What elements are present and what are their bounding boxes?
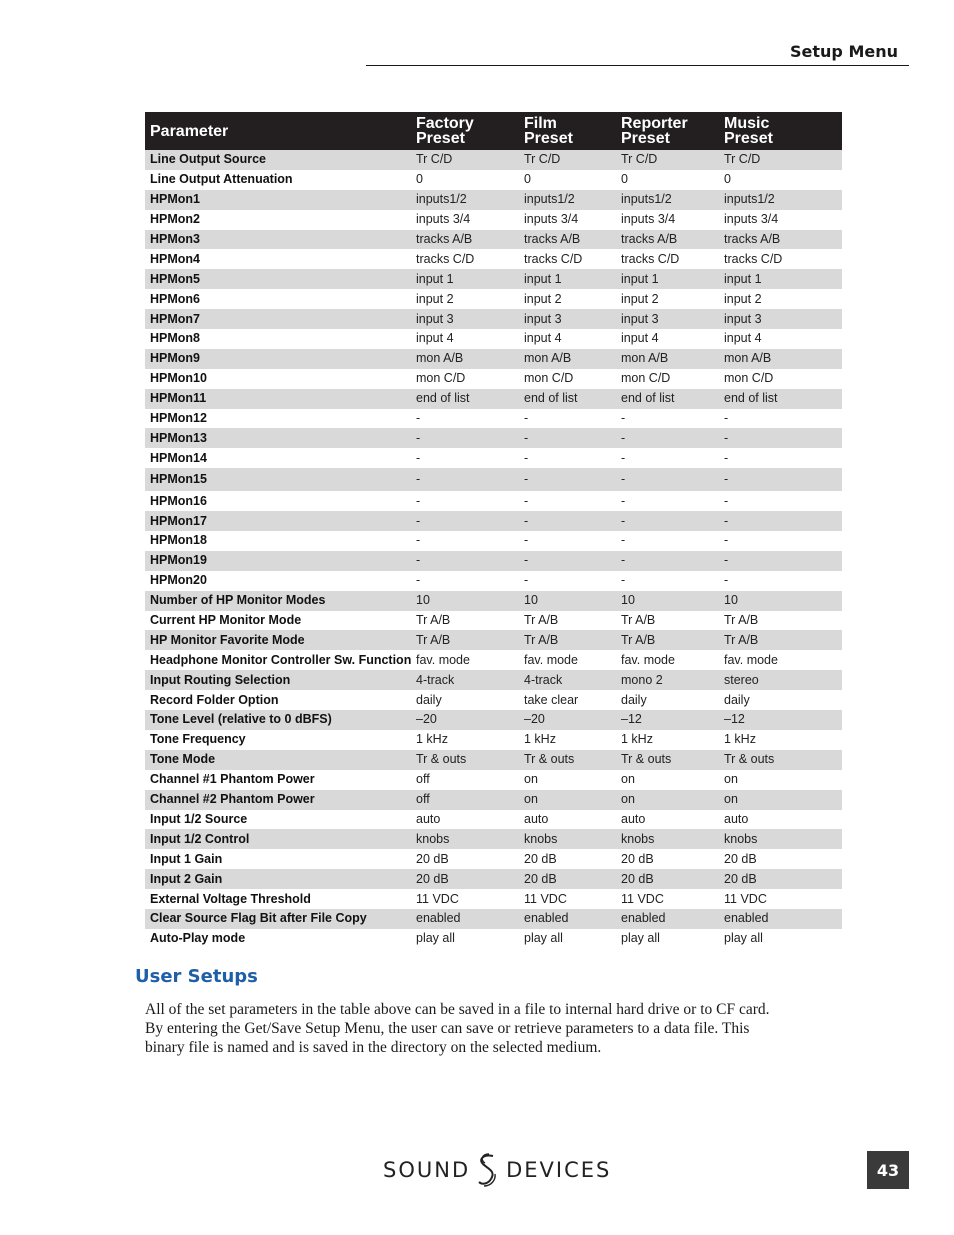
sound-devices-s-icon (474, 1152, 500, 1188)
column-header-text: Parameter (150, 122, 229, 140)
preset-value-cell: Tr A/B (524, 613, 559, 628)
preset-value-cell: - (724, 493, 729, 508)
preset-value-cell: 10 (411, 591, 519, 611)
table-row (145, 249, 842, 269)
preset-value-cell: mon A/B (616, 349, 719, 369)
table-row (145, 650, 842, 670)
preset-value-cell: fav. mode (416, 652, 470, 667)
preset-value-cell: input 3 (616, 309, 719, 329)
table-header (145, 112, 842, 150)
parameter-name-cell: Clear Source Flag Bit after File Copy (145, 909, 411, 929)
table-row (145, 389, 842, 409)
preset-value-cell: 0 (416, 172, 423, 187)
preset-value-cell: input 1 (519, 269, 616, 289)
parameter-name-cell: Input 1/2 Control (145, 829, 411, 849)
column-header-1 (411, 112, 519, 150)
preset-value-cell: Tr C/D (616, 150, 719, 170)
preset-value-cell: input 2 (621, 291, 659, 306)
preset-value-cell: 20 dB (416, 851, 449, 866)
parameter-name-cell: Auto-Play mode (150, 931, 246, 946)
parameter-name-cell: HPMon12 (150, 411, 207, 426)
table-row (145, 770, 842, 790)
preset-value-cell: enabled (519, 909, 616, 929)
preset-value-cell: 10 (616, 591, 719, 611)
parameter-name-cell: Current HP Monitor Mode (150, 613, 302, 628)
preset-value-cell: on (724, 772, 738, 787)
header-rule (366, 65, 909, 66)
preset-value-cell: mon A/B (411, 349, 519, 369)
parameter-name-cell: Record Folder Option (150, 692, 279, 707)
table-row (145, 810, 842, 830)
preset-value-cell: 10 (519, 591, 616, 611)
preset-value-cell: Tr A/B (719, 630, 842, 650)
preset-value-cell: - (616, 511, 719, 531)
preset-value-cell: - (719, 551, 842, 571)
preset-value-cell: input 4 (416, 331, 454, 346)
parameter-name-cell: Channel #2 Phantom Power (145, 790, 411, 810)
preset-value-cell: knobs (519, 829, 616, 849)
table-row (145, 369, 842, 389)
preset-value-cell: tracks A/B (519, 230, 616, 250)
preset-value-cell: Tr A/B (724, 613, 759, 628)
parameter-name-cell: HPMon10 (150, 371, 207, 386)
preset-value-cell: - (621, 493, 626, 508)
preset-value-cell: mon C/D (524, 371, 574, 386)
preset-value-cell: take clear (524, 692, 579, 707)
preset-value-cell: inputs 3/4 (524, 212, 579, 227)
column-header-text: Preset (621, 130, 670, 147)
table-row (145, 491, 842, 511)
preset-value-cell: - (724, 573, 729, 588)
preset-value-cell: - (411, 551, 519, 571)
user-setups-heading: User Setups (135, 966, 258, 987)
preset-value-cell: inputs 3/4 (416, 212, 471, 227)
preset-value-cell: 20 dB (524, 851, 557, 866)
preset-value-cell: - (524, 411, 529, 426)
column-header-3 (616, 112, 719, 150)
preset-value-cell: input 1 (616, 269, 719, 289)
parameter-name-cell: HPMon13 (145, 428, 411, 448)
page-number: 43 (867, 1151, 909, 1189)
paragraph-line: All of the set parameters in the table above can be saved in a file to internal hard drive or to CF card. (145, 1001, 770, 1018)
preset-value-cell: - (416, 411, 421, 426)
preset-value-cell: - (719, 511, 842, 531)
preset-value-cell: Tr & outs (519, 750, 616, 770)
preset-value-cell: mon A/B (719, 349, 842, 369)
preset-value-cell: tracks A/B (719, 230, 842, 250)
user-setups-paragraph (145, 1000, 845, 1057)
preset-value-cell: on (719, 790, 842, 810)
preset-value-cell: - (411, 428, 519, 448)
parameter-name-cell: External Voltage Threshold (150, 891, 311, 906)
preset-value-cell: - (524, 493, 529, 508)
preset-value-cell: mon C/D (724, 371, 774, 386)
preset-value-cell: Tr C/D (519, 150, 616, 170)
parameter-name-cell: HPMon15 (145, 468, 411, 491)
preset-value-cell: tracks C/D (524, 251, 583, 266)
table-row (145, 551, 842, 571)
preset-value-cell: knobs (719, 829, 842, 849)
preset-value-cell: –20 (411, 710, 519, 730)
preset-value-cell: enabled (719, 909, 842, 929)
preset-value-cell: enabled (411, 909, 519, 929)
table-row (145, 630, 842, 650)
column-header-text: Preset (416, 130, 465, 147)
parameter-name-cell: HP Monitor Favorite Mode (145, 630, 411, 650)
table-row (145, 929, 842, 949)
preset-value-cell: 0 (724, 172, 731, 187)
preset-value-cell: Tr A/B (616, 630, 719, 650)
preset-value-cell: 1 kHz (621, 732, 653, 747)
parameter-name-cell: Input 1 Gain (150, 851, 223, 866)
preset-value-cell: - (616, 468, 719, 491)
section-header-title: Setup Menu (790, 42, 898, 61)
paragraph-line: binary file is named and is saved in the directory on the selected medium. (145, 1039, 602, 1056)
preset-value-cell: Tr & outs (411, 750, 519, 770)
preset-value-cell: 4-track (519, 670, 616, 690)
preset-value-cell: enabled (616, 909, 719, 929)
preset-value-cell: fav. mode (724, 652, 778, 667)
preset-value-cell: - (519, 551, 616, 571)
table-row (145, 230, 842, 250)
preset-value-cell: input 2 (524, 291, 562, 306)
table-body (145, 150, 842, 949)
parameter-name-cell: Number of HP Monitor Modes (145, 591, 411, 611)
table-row (145, 428, 842, 448)
table-row (145, 829, 842, 849)
table-row (145, 409, 842, 429)
parameter-name-cell: HPMon5 (145, 269, 411, 289)
preset-value-cell: mon C/D (621, 371, 671, 386)
preset-value-cell: tracks C/D (416, 251, 475, 266)
table-row (145, 468, 842, 491)
preset-value-cell: - (719, 468, 842, 491)
table-row (145, 571, 842, 591)
preset-value-cell: - (524, 533, 529, 548)
preset-value-cell: Tr A/B (519, 630, 616, 650)
column-header-4 (719, 112, 842, 150)
parameter-name-cell: HPMon7 (145, 309, 411, 329)
preset-value-cell: - (621, 533, 626, 548)
column-header-text: Factory (416, 115, 474, 132)
parameter-name-cell: HPMon16 (150, 493, 207, 508)
table-row (145, 349, 842, 369)
preset-value-cell: stereo (719, 670, 842, 690)
preset-value-cell: auto (621, 811, 646, 826)
preset-value-cell: fav. mode (621, 652, 675, 667)
preset-value-cell: inputs 3/4 (621, 212, 676, 227)
preset-value-cell: auto (416, 811, 441, 826)
table-row (145, 790, 842, 810)
preset-value-cell: - (524, 573, 529, 588)
column-header-text: Music (724, 115, 770, 132)
preset-value-cell: 0 (524, 172, 531, 187)
parameter-name-cell: HPMon18 (150, 533, 207, 548)
preset-value-cell: 20 dB (411, 869, 519, 889)
parameter-name-cell: Tone Mode (145, 750, 411, 770)
table-header-row (145, 112, 842, 150)
table-row (145, 190, 842, 210)
preset-value-cell: - (411, 511, 519, 531)
parameter-name-cell: Input Routing Selection (145, 670, 411, 690)
preset-value-cell: on (616, 790, 719, 810)
preset-value-cell: 1 kHz (416, 732, 448, 747)
parameter-name-cell: Channel #1 Phantom Power (150, 772, 315, 787)
preset-value-cell: input 2 (724, 291, 762, 306)
parameter-name-cell: Line Output Source (145, 150, 411, 170)
preset-value-cell: end of list (616, 389, 719, 409)
preset-value-cell: Tr C/D (411, 150, 519, 170)
parameter-name-cell: Tone Level (relative to 0 dBFS) (145, 710, 411, 730)
parameter-name-cell: HPMon11 (145, 389, 411, 409)
preset-value-cell: 1 kHz (724, 732, 756, 747)
preset-value-cell: - (416, 450, 421, 465)
preset-value-cell: inputs 3/4 (724, 212, 779, 227)
table-row (145, 730, 842, 750)
preset-value-cell: end of list (519, 389, 616, 409)
preset-value-cell: inputs1/2 (719, 190, 842, 210)
preset-value-cell: 10 (719, 591, 842, 611)
preset-value-cell: input 3 (411, 309, 519, 329)
setup-presets-table (145, 112, 842, 949)
preset-value-cell: fav. mode (524, 652, 578, 667)
preset-value-cell: 1 kHz (524, 732, 556, 747)
preset-value-cell: –20 (519, 710, 616, 730)
logo-text-left: SOUND (383, 1158, 471, 1182)
preset-value-cell: - (519, 468, 616, 491)
parameter-name-cell: Headphone Monitor Controller Sw. Function (150, 652, 411, 667)
preset-value-cell: tracks C/D (724, 251, 783, 266)
preset-value-cell: Tr A/B (411, 630, 519, 650)
preset-value-cell: 20 dB (616, 869, 719, 889)
preset-value-cell: daily (416, 692, 442, 707)
parameter-name-cell: HPMon8 (150, 331, 200, 346)
column-header-0 (145, 112, 411, 150)
preset-value-cell: on (519, 790, 616, 810)
preset-value-cell: inputs1/2 (411, 190, 519, 210)
table-row (145, 170, 842, 190)
parameter-name-cell: Input 2 Gain (145, 869, 411, 889)
preset-value-cell: - (411, 468, 519, 491)
preset-value-cell: - (724, 411, 729, 426)
preset-value-cell: input 1 (719, 269, 842, 289)
preset-value-cell: - (616, 428, 719, 448)
preset-value-cell: end of list (411, 389, 519, 409)
preset-value-cell: –12 (719, 710, 842, 730)
sound-devices-logo (383, 1152, 611, 1188)
paragraph-line: By entering the Get/Save Setup Menu, the user can save or retrieve parameters to a data file. This (145, 1020, 750, 1037)
preset-value-cell: input 1 (411, 269, 519, 289)
table-row (145, 750, 842, 770)
table-row (145, 210, 842, 230)
column-header-2 (519, 112, 616, 150)
preset-value-cell: input 3 (519, 309, 616, 329)
preset-value-cell: mon C/D (416, 371, 466, 386)
preset-value-cell: Tr & outs (616, 750, 719, 770)
preset-value-cell: Tr C/D (719, 150, 842, 170)
table-row (145, 269, 842, 289)
preset-value-cell: - (524, 450, 529, 465)
column-header-text: Film (524, 115, 557, 132)
table-row (145, 611, 842, 631)
table-row (145, 710, 842, 730)
preset-value-cell: Tr A/B (416, 613, 451, 628)
preset-value-cell: input 4 (621, 331, 659, 346)
parameter-name-cell: Input 1/2 Source (150, 811, 248, 826)
preset-value-cell: mon A/B (519, 349, 616, 369)
preset-value-cell: input 4 (724, 331, 762, 346)
preset-value-cell: - (616, 551, 719, 571)
preset-value-cell: Tr & outs (719, 750, 842, 770)
logo-text-right: DEVICES (506, 1158, 612, 1182)
parameter-name-cell: HPMon19 (145, 551, 411, 571)
parameter-name-cell: Tone Frequency (150, 732, 246, 747)
preset-value-cell: tracks A/B (616, 230, 719, 250)
preset-value-cell: knobs (616, 829, 719, 849)
preset-value-cell: off (411, 790, 519, 810)
preset-value-cell: - (519, 511, 616, 531)
preset-value-cell: daily (724, 692, 750, 707)
preset-value-cell: off (416, 772, 430, 787)
table-row (145, 591, 842, 611)
preset-value-cell: 20 dB (519, 869, 616, 889)
table-row (145, 150, 842, 170)
preset-value-cell: 4-track (411, 670, 519, 690)
preset-value-cell: input 4 (524, 331, 562, 346)
table-row (145, 329, 842, 349)
preset-value-cell: 11 VDC (416, 891, 459, 906)
table-row (145, 289, 842, 309)
preset-value-cell: Tr A/B (621, 613, 656, 628)
preset-value-cell: - (519, 428, 616, 448)
preset-value-cell: mono 2 (616, 670, 719, 690)
preset-value-cell: knobs (411, 829, 519, 849)
parameter-name-cell: HPMon2 (150, 212, 200, 227)
preset-value-cell: play all (524, 931, 563, 946)
preset-value-cell: 20 dB (719, 869, 842, 889)
preset-value-cell: 11 VDC (724, 891, 767, 906)
parameter-name-cell: HPMon6 (150, 291, 200, 306)
preset-value-cell: inputs1/2 (519, 190, 616, 210)
parameter-name-cell: Line Output Attenuation (150, 172, 293, 187)
preset-value-cell: - (724, 533, 729, 548)
table-row (145, 869, 842, 889)
preset-value-cell: - (719, 428, 842, 448)
preset-value-cell: - (724, 450, 729, 465)
preset-value-cell: input 2 (416, 291, 454, 306)
table-row (145, 511, 842, 531)
preset-value-cell: on (524, 772, 538, 787)
parameter-name-cell: HPMon1 (145, 190, 411, 210)
parameter-name-cell: HPMon9 (145, 349, 411, 369)
preset-value-cell: –12 (616, 710, 719, 730)
table-row (145, 531, 842, 551)
preset-value-cell: - (621, 411, 626, 426)
parameter-name-cell: HPMon20 (150, 573, 207, 588)
preset-value-cell: play all (724, 931, 763, 946)
preset-value-cell: - (621, 450, 626, 465)
preset-value-cell: 11 VDC (621, 891, 664, 906)
preset-value-cell: - (416, 573, 421, 588)
table-row (145, 309, 842, 329)
preset-value-cell: - (416, 493, 421, 508)
parameter-name-cell: HPMon3 (145, 230, 411, 250)
preset-value-cell: daily (621, 692, 647, 707)
preset-value-cell: tracks C/D (621, 251, 680, 266)
parameter-name-cell: HPMon14 (150, 450, 207, 465)
table-row (145, 670, 842, 690)
preset-value-cell: play all (416, 931, 455, 946)
preset-value-cell: 20 dB (724, 851, 757, 866)
preset-value-cell: play all (621, 931, 660, 946)
preset-value-cell: tracks A/B (411, 230, 519, 250)
column-header-text: Preset (724, 130, 773, 147)
preset-value-cell: - (621, 573, 626, 588)
preset-value-cell: on (621, 772, 635, 787)
preset-value-cell: 11 VDC (524, 891, 567, 906)
column-header-text: Reporter (621, 115, 688, 132)
table-row (145, 690, 842, 710)
table-row (145, 448, 842, 468)
preset-value-cell: end of list (719, 389, 842, 409)
preset-value-cell: auto (724, 811, 749, 826)
table-row (145, 909, 842, 929)
table-row (145, 849, 842, 869)
preset-value-cell: - (416, 533, 421, 548)
parameter-name-cell: HPMon17 (145, 511, 411, 531)
column-header-text: Preset (524, 130, 573, 147)
preset-value-cell: 0 (621, 172, 628, 187)
preset-value-cell: 20 dB (621, 851, 654, 866)
preset-value-cell: inputs1/2 (616, 190, 719, 210)
preset-value-cell: input 3 (719, 309, 842, 329)
preset-value-cell: auto (524, 811, 549, 826)
parameter-name-cell: HPMon4 (150, 251, 200, 266)
table-row (145, 889, 842, 909)
